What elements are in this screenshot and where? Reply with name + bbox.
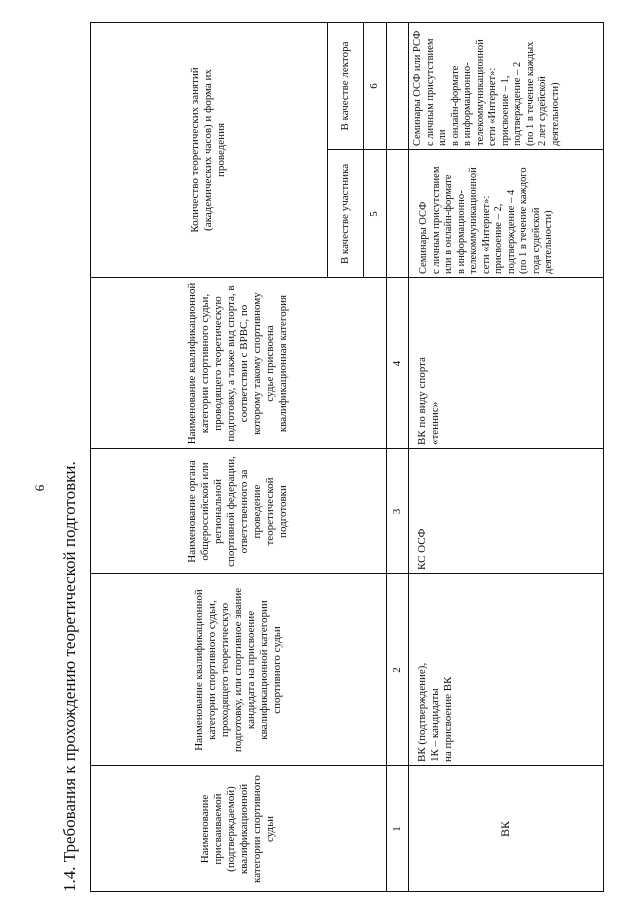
column-number-5: 5 [368, 211, 380, 217]
row-col6: Семинары ОСФ или РСФ с личным присутствием или в онлайн-формате в информационно- телекоммуникационной сети «Интернет»: присвоение – 1, подтверждение – 2 (по 1 в течение каждых 2 лет судейской деятельности) [412, 30, 561, 146]
header-col6: В качестве лектора [338, 41, 351, 131]
requirements-table [90, 22, 604, 892]
header-group: Количество теоретических занятий (академических часов) и форма их проведения [189, 67, 227, 233]
row-col1: ВК [498, 821, 512, 838]
table-border-bottom [603, 22, 604, 892]
row-col3: КС ОСФ [416, 528, 428, 570]
column-number-6: 6 [368, 83, 380, 89]
header-col4: Наименование квалификационной категории спортивного судьи, проводящего теоретическую подготовку, а также вид спорта, в соответствии с ВРВС, по которому такому спортивному судье присвоена квалификационная категория [186, 282, 289, 445]
row-col2: ВК (подтверждение), 1К – кандидаты на присвоение ВК [416, 662, 454, 762]
column-number-2: 2 [390, 667, 403, 673]
column-number-4: 4 [390, 360, 403, 367]
header-col2: Наименование квалификационной категории спортивного судьи, проходящего теоретическую подготовку, или спортивное звание кандидата на присвоение квалификационной категории спортивного судьи [192, 587, 283, 753]
row-col5: Семинары ОСФ с личным присутствием или в онлайн-формате в информационно- телекоммуникационной сети «Интернет»: присвоение – 2, подтверждение – 4 (по 1 в течение каждого года судейской деятельности) [418, 166, 554, 274]
header-col3: Наименование органа общероссийской или региональной спортивной федерации, ответственного за проведение теоретической подготовки [186, 456, 289, 567]
section-heading: 1.4. Требования к прохождению теоретической подготовки. [60, 461, 79, 892]
header-col5: В качестве участника [338, 163, 351, 265]
row-col4: ВК по виду спорта «теннис» [416, 357, 441, 445]
header-col1: Наименование присваиваемой (подтверждаемой) квалификационной категории спортивного судьи [199, 775, 276, 883]
page-number: 9 [32, 484, 48, 492]
column-number-3: 3 [390, 508, 403, 515]
column-number-1: 1 [390, 826, 403, 832]
